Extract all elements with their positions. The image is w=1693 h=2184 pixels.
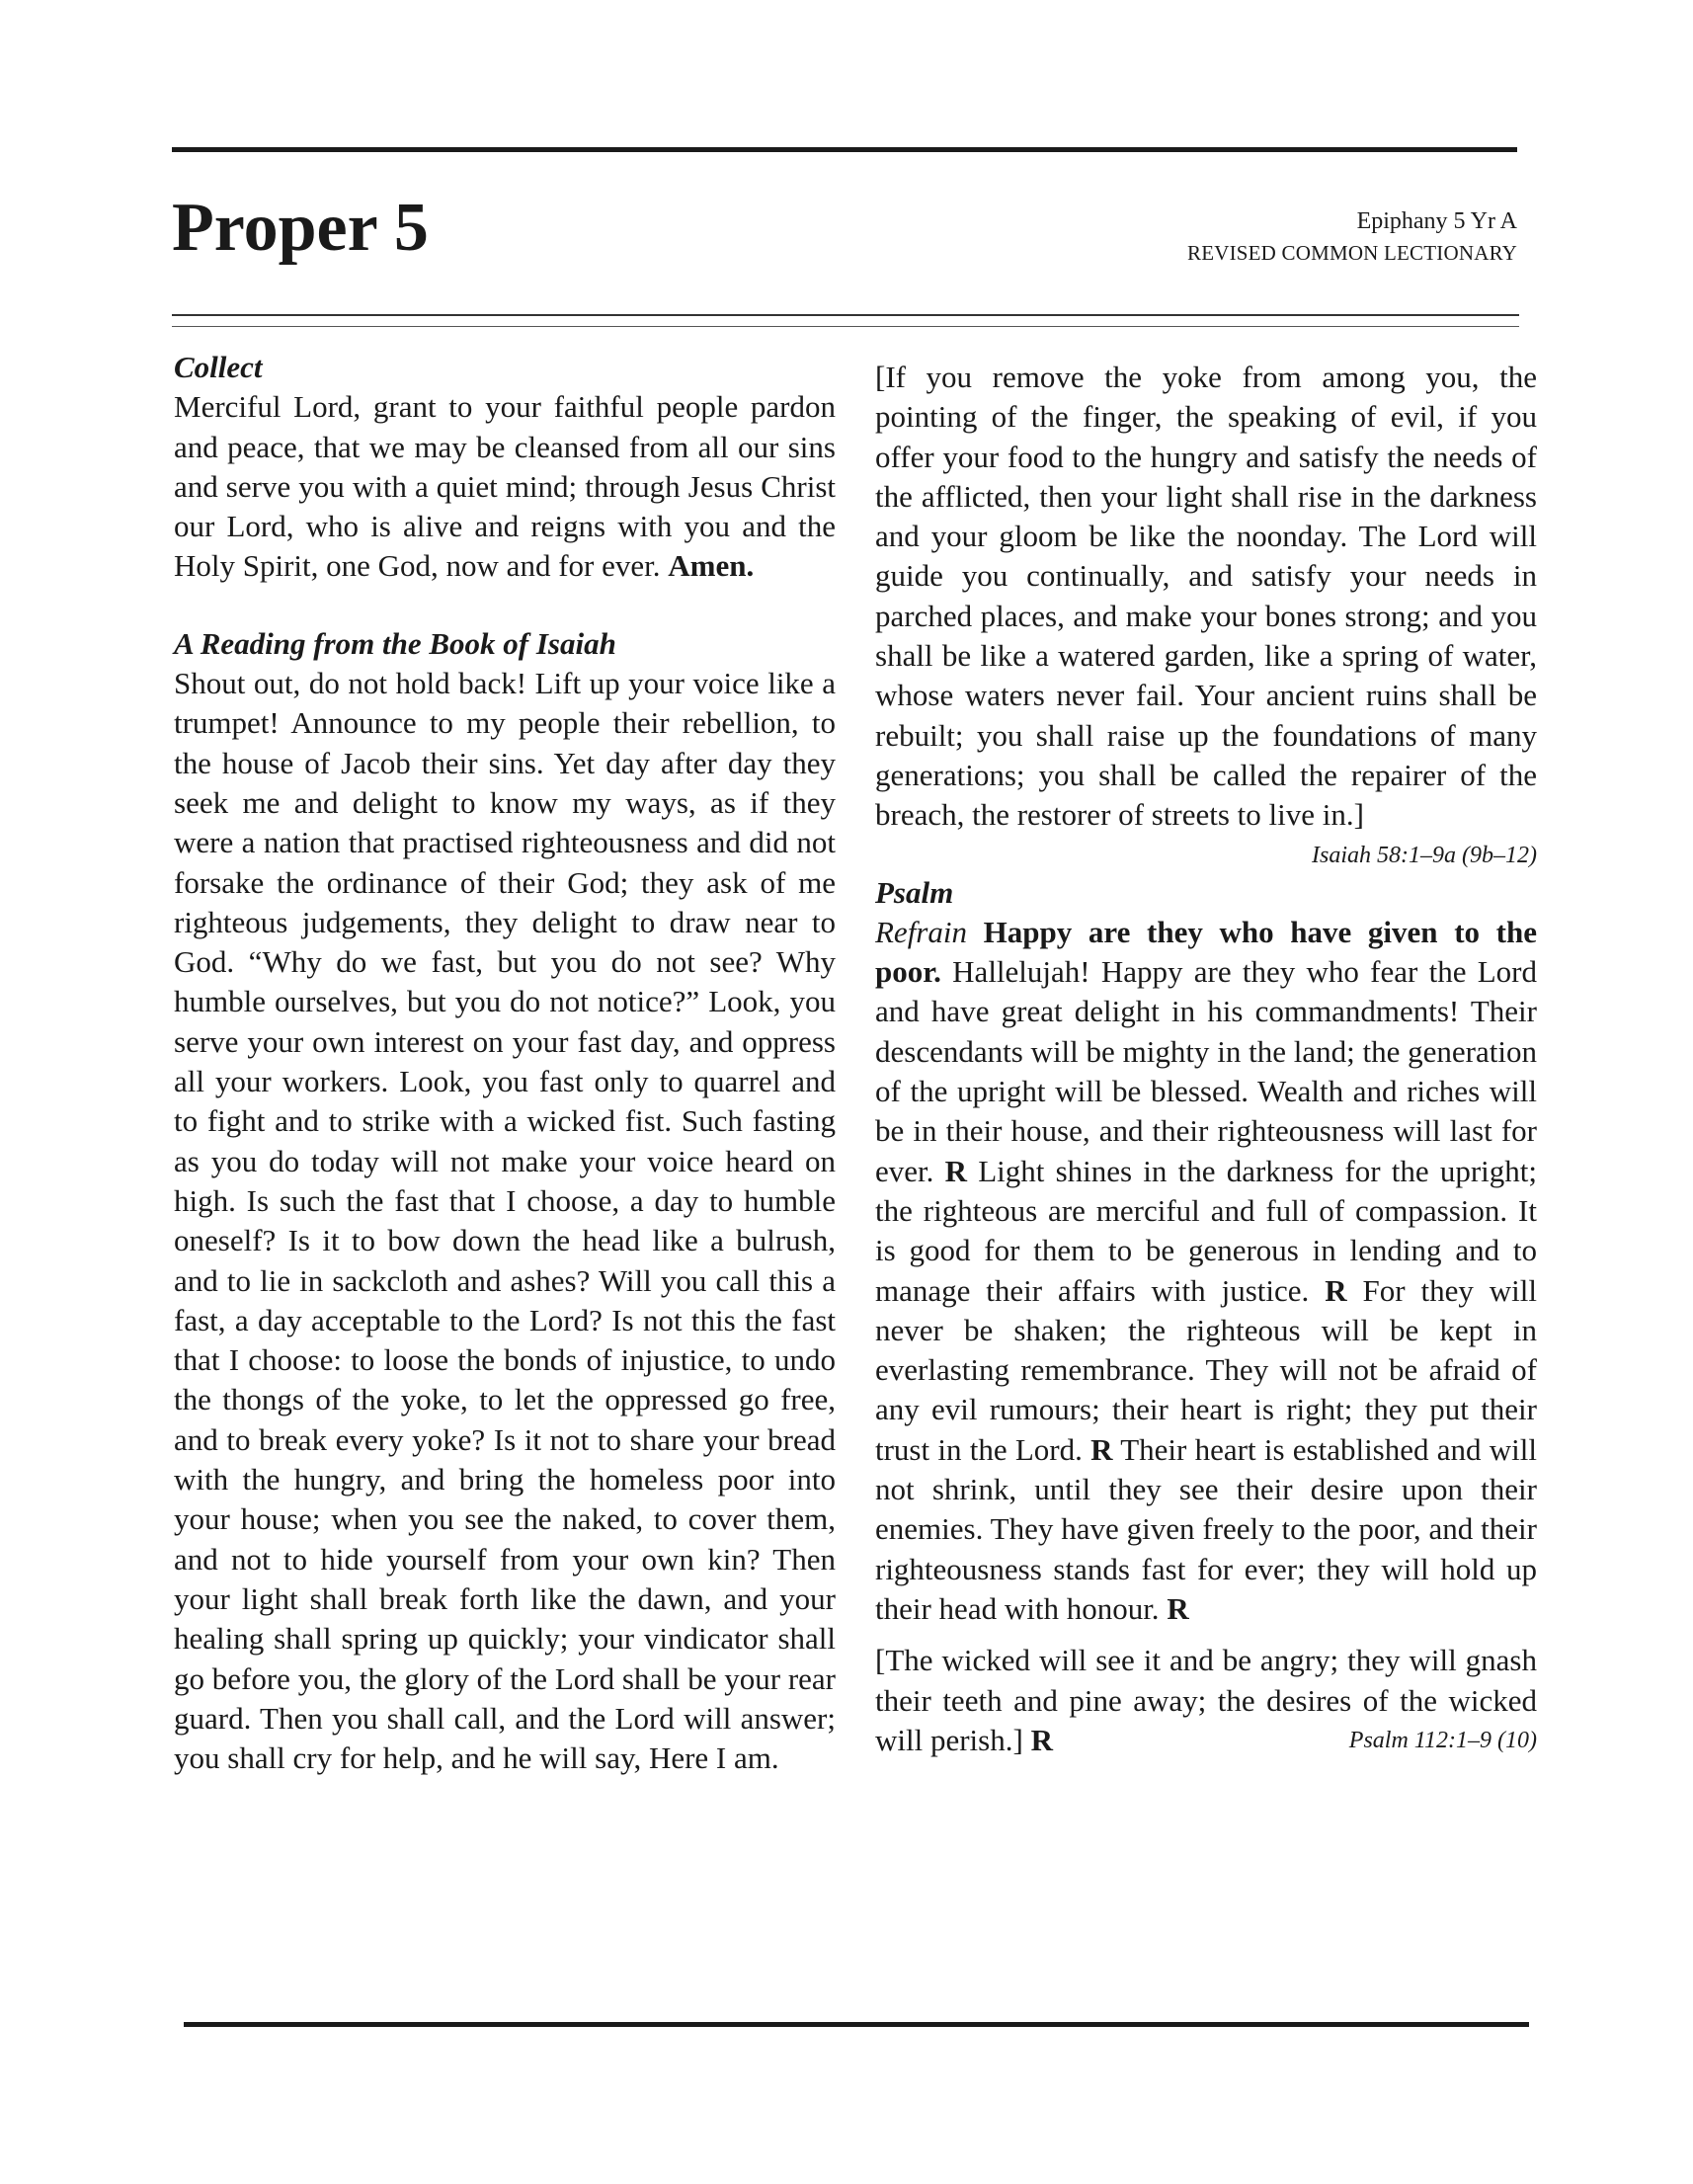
reading-continuation-text: [If you remove the yoke from among you, the pointing of the finger, the speaking of evil, if you offer your food to the hungry and satisfy the needs of the afflicted, then your light shall rise in the darkness and your gloom be like the noonday. The Lord will guide you continually, and satisfy your needs in parched places, and make your bones strong; and you shall be like a watered garden, like a spring of water, whose waters never fail. Your ancient ruins shall be rebuilt; you shall raise up the foundations of many generations; you shall be called the repairer of the breach, the restorer of streets to live in.] (875, 360, 1537, 833)
refrain-text: Happy are they who have given to the poor. (875, 914, 1537, 990)
lectionary-label: REVISED COMMON LECTIONARY (1186, 241, 1517, 265)
header-rule (172, 314, 1519, 316)
header-info (1187, 205, 1517, 269)
collect-heading: Collect (174, 350, 263, 384)
top-rule (172, 147, 1517, 152)
refrain-marker: R (1030, 1722, 1053, 1757)
header-rule-thin (172, 326, 1519, 327)
left-column (174, 348, 836, 1778)
psalm-verses-4: Their heart is established and will not shrink, until they see their desire upon their enemies. They have given freely to the poor, and their righteousness stands fast for ever; they will hold up their head with honour. (875, 1431, 1537, 1626)
refrain-marker: R (1325, 1272, 1347, 1308)
reading-continuation (875, 358, 1537, 868)
bottom-rule (184, 2022, 1529, 2027)
collect-body: Merciful Lord, grant to your faithful people pardon and peace, that we may be cleansed from all our sins and serve you with a quiet mind; through Jesus Christ our Lord, who is alive and reigns with you and the Holy Spirit, one God, now and for ever. (174, 389, 836, 584)
psalm-verses-2: Light shines in the darkness for the upright; the righteous are merciful and full of compassion. It is good for them to be generous in lending and to manage their affairs with justice. (875, 1153, 1538, 1308)
collect-text (174, 387, 836, 586)
right-column (875, 358, 1537, 1760)
refrain-label: Refrain (875, 914, 967, 949)
psalm-verses-3: For they will never be shaken; the righteous will be kept in everlasting remembrance. They will not be afraid of any evil rumours; their heart is right; they put their trust in the Lord. (875, 1272, 1537, 1467)
reading-text: Shout out, do not hold back! Lift up your voice like a trumpet! Announce to my people their rebellion, to the house of Jacob their sins. Yet day after day they seek me and delight to know my ways, as if they were a nation that practised righteousness and did not forsake the ordinance of their God; they ask of me righteous judgements, they delight to draw near to God. “Why do we fast, but you do not see? Why humble ourselves, but you do not notice?” Look, you serve your own interest on your fast day, and oppress all your workers. Look, you fast only to quarrel and to fight and to strike with a wicked fist. Such fasting as you do today will not make your voice heard on high. Is such the fast that I choose, a day to humble oneself? Is it to bow down the head like a bulrush, and to lie in sackcloth and ashes? Will you call this a fast, a day acceptable to the Lord? Is not this the fast that I choose: to loose the bonds of injustice, to undo the thongs of the yoke, to let the oppressed go free, and to break every yoke? Is it not to share your bread with the hungry, and bring the homeless poor into your house; when you see the naked, to cover them, and not to hide yourself from your own kin? Then your light shall break forth like the dawn, and your healing shall spring up quickly; your vindicator shall go before you, the glory of the Lord shall be your rear guard. Then you shall call, and the Lord will answer; you shall cry for help, and he will say, Here I am. (174, 666, 836, 1776)
psalm-optional-text: [The wicked will see it and be angry; they will gnash their teeth and pine away; the desires of the wicked will perish.] (875, 1643, 1537, 1757)
psalm-text (875, 913, 1537, 1629)
psalm-heading: Psalm (875, 874, 954, 910)
amen: Amen. (668, 548, 755, 584)
refrain-marker: R (1167, 1590, 1189, 1626)
psalm-reference: Psalm 112:1–9 (10) (1348, 1727, 1537, 1753)
psalm-optional (875, 1641, 1537, 1760)
refrain-marker: R (944, 1153, 967, 1188)
season-label: Epiphany 5 Yr A (1356, 208, 1517, 234)
reading-reference: Isaiah 58:1–9a (9b–12) (1312, 842, 1537, 868)
reading-heading: A Reading from the Book of Isaiah (174, 625, 616, 661)
psalm-verses-1: Hallelujah! Happy are they who fear the Lord and have great delight in his commandments! Their descendants will be mighty in the land; the generation of the upright will be blessed. Wealth and riches will be in their house, and their righteousness will last for ever. (875, 954, 1538, 1188)
refrain-marker: R (1090, 1431, 1113, 1467)
page-title: Proper 5 (172, 190, 429, 266)
